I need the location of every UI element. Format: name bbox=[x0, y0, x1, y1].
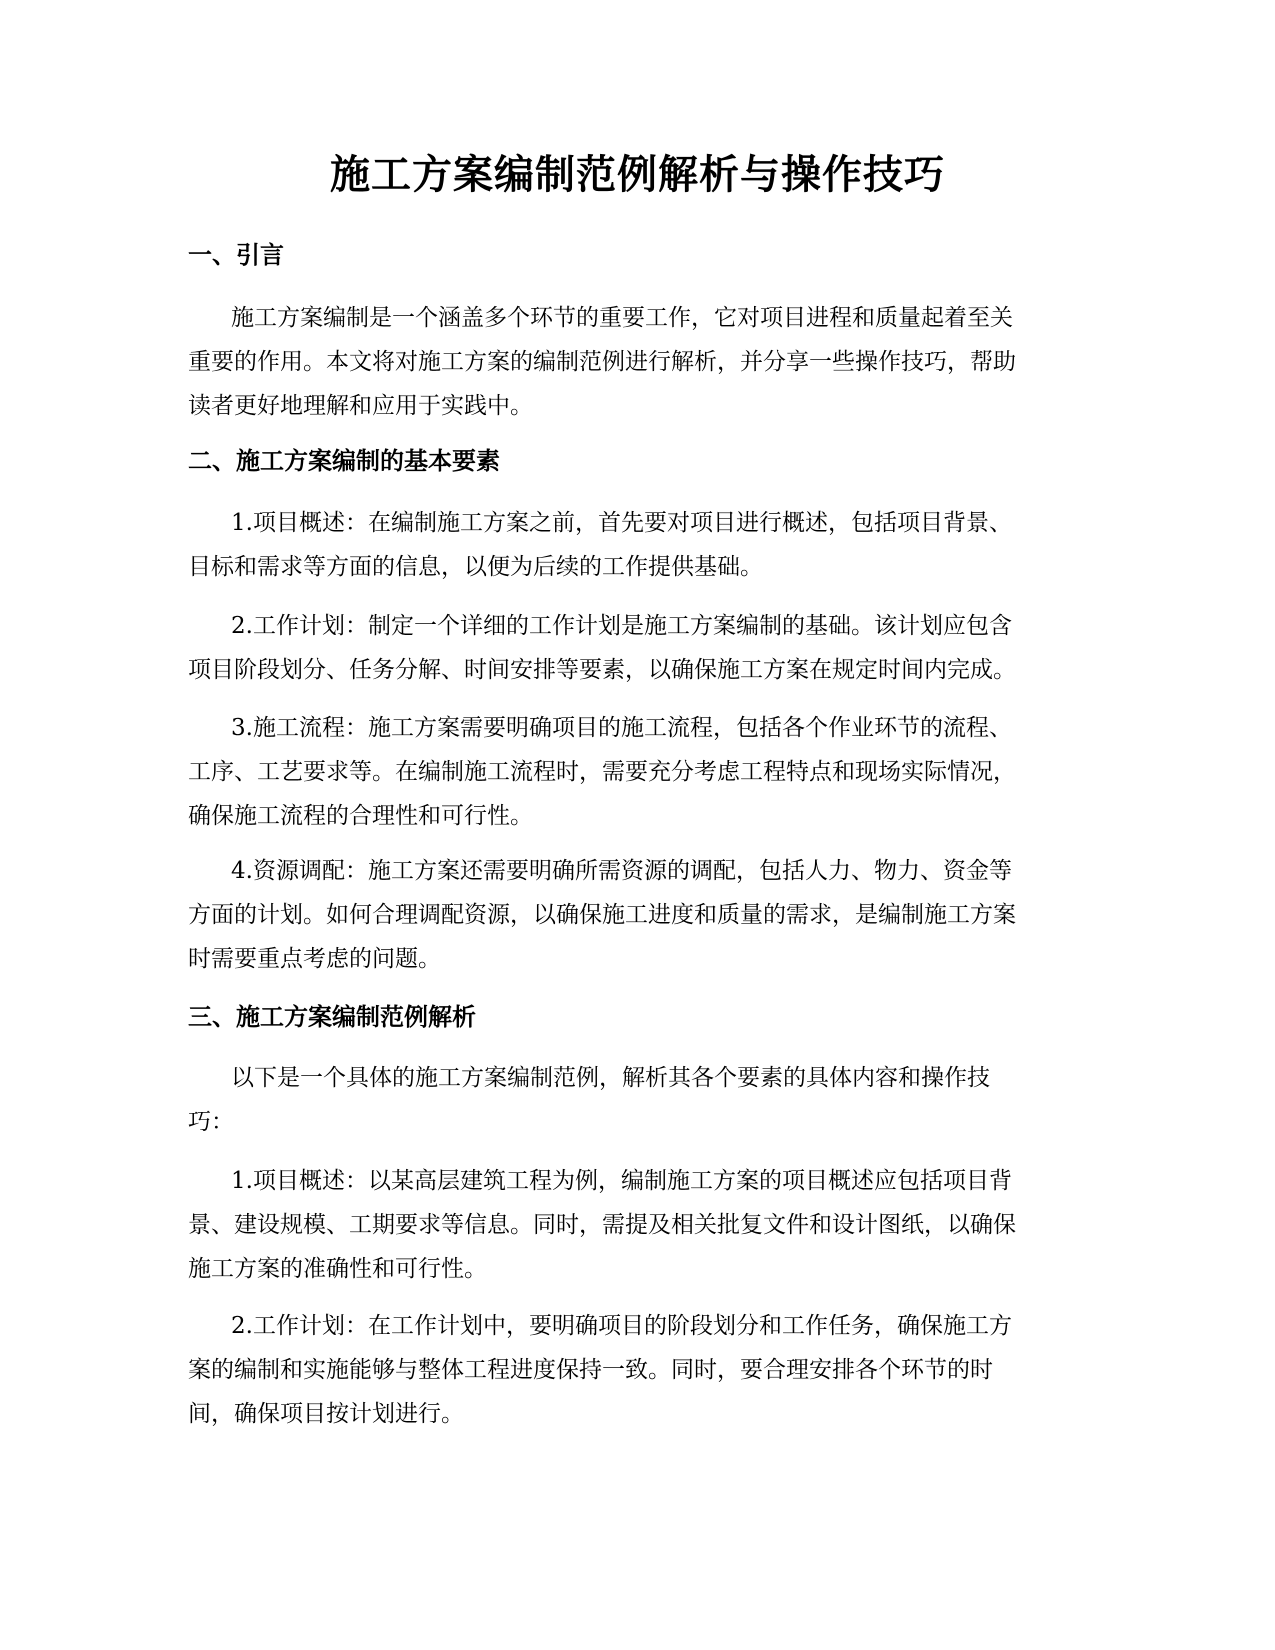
paragraph-intro bbox=[188, 296, 1088, 428]
document-title: 施工方案编制范例解析与操作技巧 bbox=[330, 152, 945, 198]
section-heading-example-analysis: 三、施工方案编制范例解析 bbox=[188, 1003, 476, 1031]
paragraph-line: 1.项目概述：在编制施工方案之前，首先要对项目进行概述，包括项目背景、 bbox=[231, 510, 1012, 536]
paragraph-line: 项目阶段划分、任务分解、时间安排等要素，以确保施工方案在规定时间内完成。 bbox=[188, 657, 1016, 683]
paragraph-example-work-plan bbox=[188, 1304, 1088, 1436]
paragraph-line: 案的编制和实施能够与整体工程进度保持一致。同时，要合理安排各个环节的时 bbox=[188, 1357, 993, 1383]
paragraph-line: 2.工作计划：制定一个详细的工作计划是施工方案编制的基础。该计划应包含 bbox=[231, 613, 1012, 639]
paragraph-line: 2.工作计划：在工作计划中，要明确项目的阶段划分和工作任务，确保施工方 bbox=[231, 1313, 1012, 1339]
paragraph-line: 3.施工流程：施工方案需要明确项目的施工流程，包括各个作业环节的流程、 bbox=[231, 715, 1012, 741]
paragraph-line: 景、建设规模、工期要求等信息。同时，需提及相关批复文件和设计图纸，以确保 bbox=[188, 1212, 1016, 1238]
paragraph-line: 工序、工艺要求等。在编制施工流程时，需要充分考虑工程特点和现场实际情况， bbox=[188, 759, 1016, 785]
paragraph-line: 巧： bbox=[188, 1109, 234, 1135]
paragraph-work-plan bbox=[188, 604, 1088, 692]
paragraph-construction-process bbox=[188, 706, 1088, 838]
paragraph-line: 施工方案编制是一个涵盖多个环节的重要工作，它对项目进程和质量起着至关 bbox=[231, 305, 1013, 331]
paragraph-project-overview bbox=[188, 501, 1088, 589]
paragraph-example-project-overview bbox=[188, 1159, 1088, 1291]
paragraph-line: 方面的计划。如何合理调配资源，以确保施工进度和质量的需求，是编制施工方案 bbox=[188, 902, 1016, 928]
paragraph-line: 施工方案的准确性和可行性。 bbox=[188, 1256, 487, 1282]
paragraph-line: 重要的作用。本文将对施工方案的编制范例进行解析，并分享一些操作技巧，帮助 bbox=[188, 349, 1016, 375]
section-heading-intro: 一、引言 bbox=[188, 241, 284, 269]
paragraph-line: 目标和需求等方面的信息，以便为后续的工作提供基础。 bbox=[188, 554, 763, 580]
paragraph-line: 4.资源调配：施工方案还需要明确所需资源的调配，包括人力、物力、资金等 bbox=[231, 858, 1012, 884]
paragraph-line: 间，确保项目按计划进行。 bbox=[188, 1401, 464, 1427]
paragraph-example-intro bbox=[188, 1056, 1088, 1144]
paragraph-line: 时需要重点考虑的问题。 bbox=[188, 946, 441, 972]
paragraph-line: 以下是一个具体的施工方案编制范例，解析其各个要素的具体内容和操作技 bbox=[231, 1065, 990, 1091]
section-heading-basic-elements: 二、施工方案编制的基本要素 bbox=[188, 447, 500, 475]
paragraph-resource-allocation bbox=[188, 849, 1088, 981]
paragraph-line: 1.项目概述：以某高层建筑工程为例，编制施工方案的项目概述应包括项目背 bbox=[231, 1168, 1012, 1194]
paragraph-line: 读者更好地理解和应用于实践中。 bbox=[188, 393, 533, 419]
paragraph-line: 确保施工流程的合理性和可行性。 bbox=[188, 803, 533, 829]
